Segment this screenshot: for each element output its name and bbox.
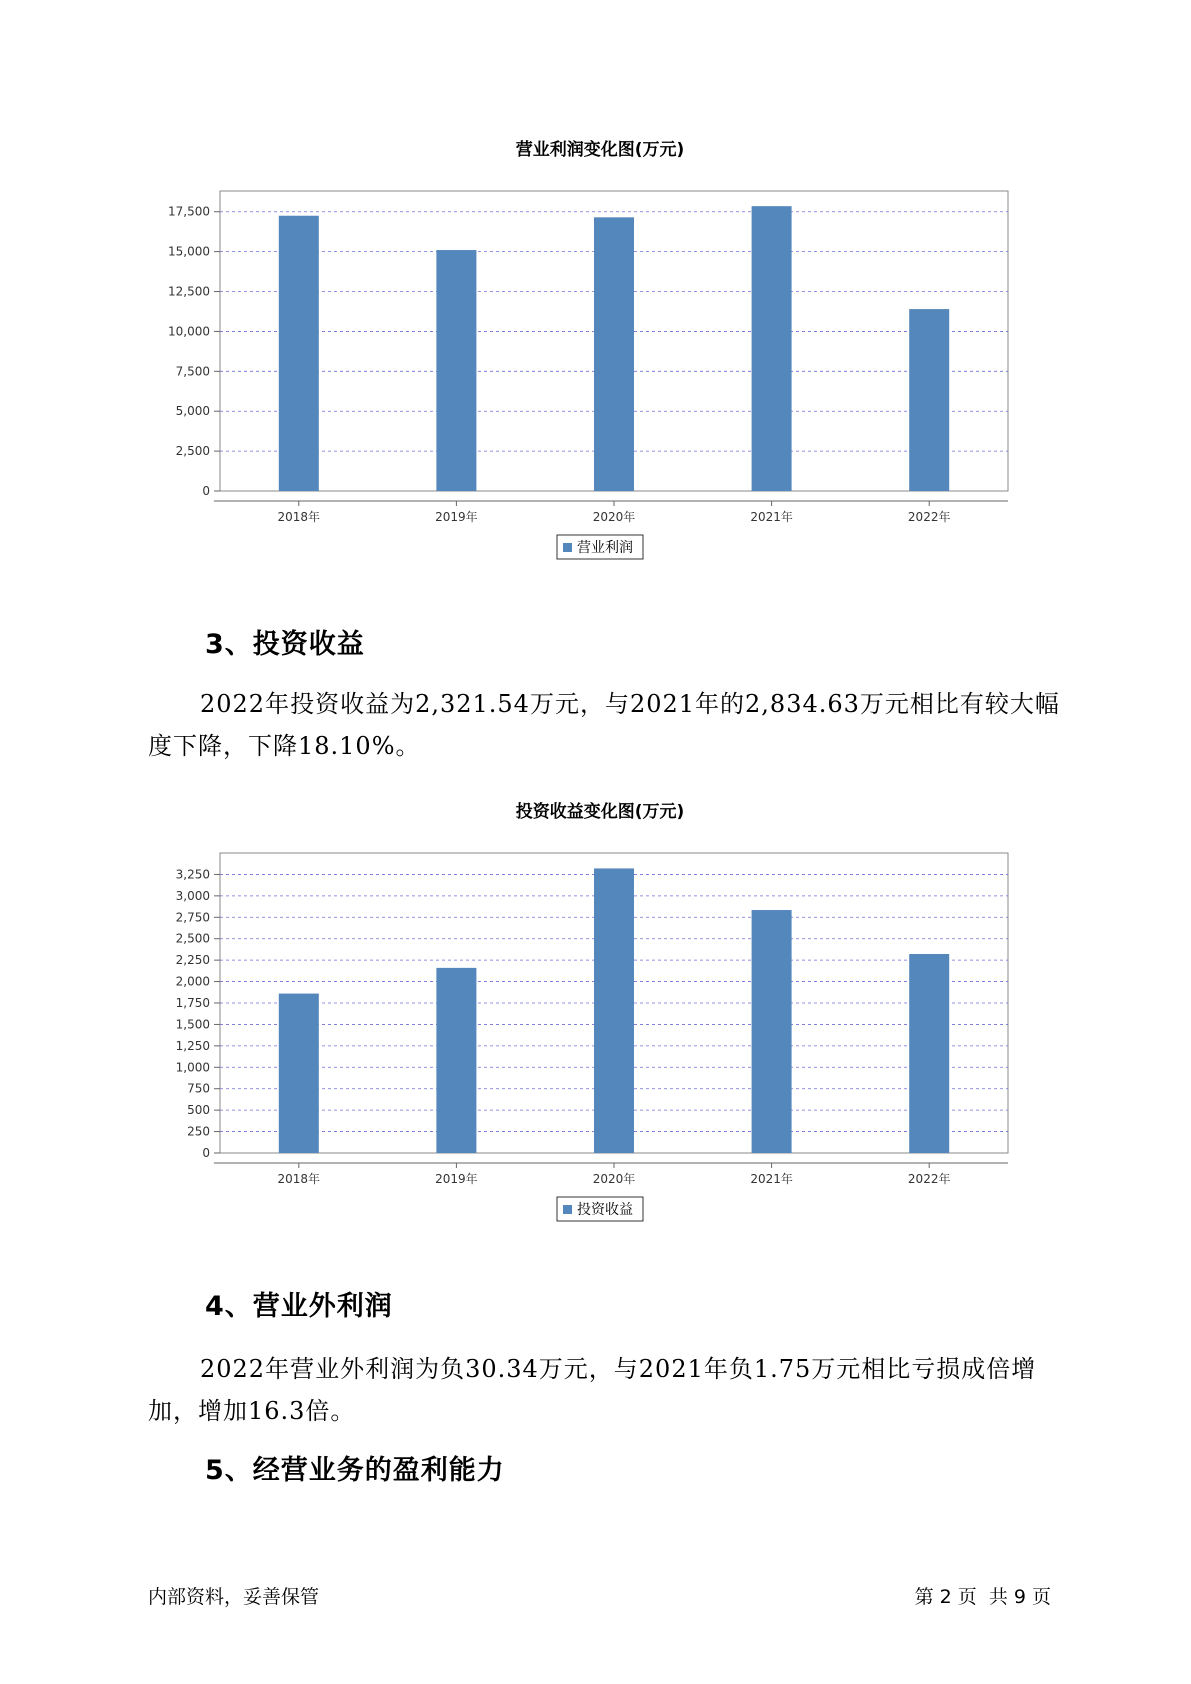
y-tick-label: 2,000 xyxy=(175,974,210,989)
bar xyxy=(436,968,476,1153)
y-tick-label: 7,500 xyxy=(175,364,210,379)
x-tick-label: 2018年 xyxy=(277,1172,321,1186)
y-tick-label: 0 xyxy=(202,484,210,498)
x-tick-label: 2019年 xyxy=(435,1172,478,1186)
bar xyxy=(594,217,634,491)
y-tick-label: 2,750 xyxy=(175,910,210,925)
bar xyxy=(752,206,792,491)
y-tick-label: 1,500 xyxy=(175,1017,210,1032)
y-tick-label: 2,250 xyxy=(175,953,210,968)
x-tick-label: 2022年 xyxy=(907,1172,951,1186)
y-tick-label: 2,500 xyxy=(175,931,210,946)
y-tick-label: 3,250 xyxy=(175,867,210,882)
section-heading-non-operating-profit: 4、营业外利润 xyxy=(205,1291,393,1322)
y-tick-label: 500 xyxy=(187,1103,210,1118)
y-tick-label: 17,500 xyxy=(168,204,210,219)
bar xyxy=(436,250,476,491)
legend-label: 营业利润 xyxy=(577,540,633,556)
legend xyxy=(557,1197,643,1221)
y-tick-label: 750 xyxy=(187,1081,210,1096)
bar xyxy=(594,868,634,1153)
legend xyxy=(557,535,643,559)
section-heading-profitability: 5、经营业务的盈利能力 xyxy=(205,1455,505,1486)
y-tick-label: 1,750 xyxy=(175,996,210,1010)
chart-title: 投资收益变化图(万元) xyxy=(515,802,685,822)
bar xyxy=(752,910,792,1153)
x-tick-label: 2021年 xyxy=(750,510,793,524)
y-tick-label: 3,000 xyxy=(175,888,210,903)
y-tick-label: 15,000 xyxy=(168,244,210,259)
y-tick-label: 10,000 xyxy=(168,324,210,339)
chart-title: 营业利润变化图(万元) xyxy=(515,140,685,160)
x-tick-label: 2020年 xyxy=(592,1172,636,1186)
y-tick-label: 5,000 xyxy=(175,404,210,419)
x-tick-label: 2018年 xyxy=(277,510,321,524)
y-tick-label: 0 xyxy=(202,1146,210,1160)
section-heading-investment-income: 3、投资收益 xyxy=(205,629,365,660)
x-tick-label: 2021年 xyxy=(750,1172,793,1186)
non-operating-profit-paragraph: 2022年营业外利润为负30.34万元，与2021年负1.75万元相比亏损成倍增加，增加16.3倍。 xyxy=(148,1355,1037,1425)
legend-swatch xyxy=(563,1205,572,1214)
y-tick-label: 1,250 xyxy=(175,1038,210,1053)
operating-profit-chart xyxy=(140,135,1060,575)
footer-page-number: 第 2 页 共 9 页 xyxy=(914,1586,1051,1608)
bar xyxy=(279,216,319,491)
bar xyxy=(279,994,319,1153)
legend-swatch xyxy=(563,543,572,552)
legend-label: 投资收益 xyxy=(577,1202,633,1218)
x-tick-label: 2019年 xyxy=(435,510,478,524)
x-tick-label: 2022年 xyxy=(907,510,951,524)
y-tick-label: 12,500 xyxy=(168,284,210,299)
y-tick-label: 1,000 xyxy=(175,1060,210,1075)
bar xyxy=(909,954,949,1153)
bar xyxy=(909,309,949,491)
y-tick-label: 2,500 xyxy=(175,444,210,459)
y-tick-label: 250 xyxy=(187,1124,210,1139)
footer-confidential-note: 内部资料，妥善保管 xyxy=(148,1586,320,1608)
investment-income-chart xyxy=(140,797,1060,1237)
investment-income-paragraph: 2022年投资收益为2,321.54万元，与2021年的2,834.63万元相比有较大幅度下降，下降18.10%。 xyxy=(148,690,1060,760)
x-tick-label: 2020年 xyxy=(592,510,636,524)
